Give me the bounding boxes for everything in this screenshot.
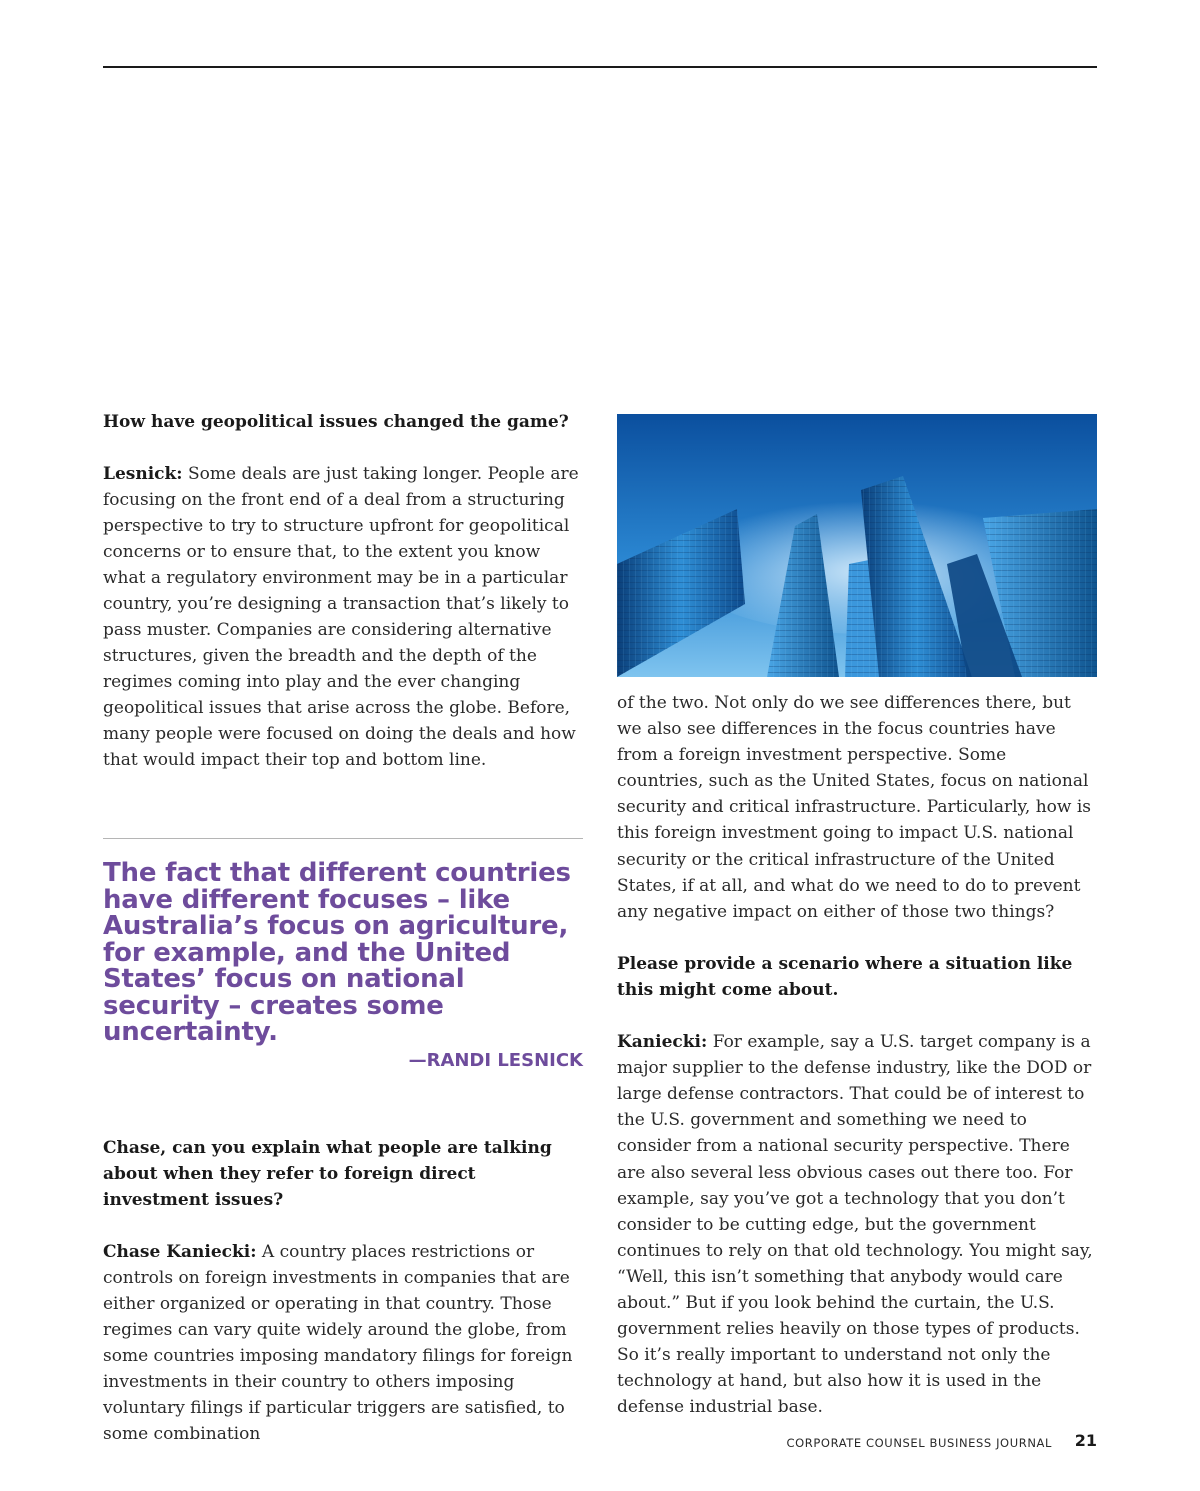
speaker-kaniecki: Kaniecki: [617,1032,708,1053]
publication-title: CORPORATE COUNSEL BUSINESS JOURNAL [786,1436,1052,1450]
question-scenario: Please provide a scenario where a situation like this might come about. [617,953,1073,1000]
pull-quote-rule [103,838,583,839]
question-fdi: Chase, can you explain what people are talking about when they refer to foreign direct investment issues? [103,1138,552,1210]
answer-kaniecki-fdi-text: A country places restrictions or controls on foreign investments in companies that are either organized or operating in that country. Those regimes can vary quite widely around the globe, from some countries imposing mandatory filings for foreign investments in their country to others imposing voluntary filings if particular triggers are satisfied, to some combination [103,1242,573,1444]
answer-kaniecki-scenario [617,1029,1097,1420]
question-geopolitical: How have geopolitical issues changed the game? [103,412,569,432]
pull-quote: The fact that different countries have different focuses – like Australia’s focus on agriculture, for example, and the United States’ focus on national security – creates some uncertainty. [103,858,571,1047]
left-column-top [103,409,583,773]
spacer [617,1003,1097,1029]
spacer [617,925,1097,951]
continuation-paragraph: of the two. Not only do we see differences there, but we also see differences in the focus countries have from a foreign investment perspective. Some countries, such as the United States, focus on national security and critical infrastructure. Particularly, how is this foreign investment going to impact U.S. national security or the critical infrastructure of the United States, if at all, and what do we need to do to prevent any negative impact on either of those two things? [617,693,1092,922]
speaker-chase-kaniecki: Chase Kaniecki: [103,1242,257,1262]
top-rule [103,66,1097,68]
answer-kaniecki-fdi [103,1239,583,1447]
skyscrapers-photo [617,414,1097,677]
answer-lesnick-text: Some deals are just taking longer. People are focusing on the front end of a deal from a structuring perspective to try to structure upfront for geopolitical concerns or to ensure that, to the extent you know what a regulatory environment may be in a particular country, you’re designing a transaction that’s likely to pass muster. Companies are considering alternative structures, given the breadth and the depth of the regimes coming into play and the ever changing geopolitical issues that arise across the globe. Before, many people were focused on doing the deals and how that would impact their top and bottom line. [103,464,579,770]
answer-lesnick [103,461,583,773]
page-number: 21 [1074,1431,1097,1450]
answer-kaniecki-scenario-text: For example, say a U.S. target company is a major supplier to the defense industry, like the DOD or large defense contractors. That could be of interest to the U.S. government and something we need to consider from a national security perspective. There are also several less obvious cases out there too. For example, say you’ve got a technology that you don’t consider to be cutting edge, but the government continues to rely on that old technology. You might say, “Well, this isn’t something that anybody would care about.” But if you look behind the curtain, the U.S. government relies heavily on those types of products. So it’s really important to understand not only the technology at hand, but also how it is used in the defense industrial base. [617,1032,1093,1418]
spacer [103,435,583,461]
spacer [103,1213,583,1239]
left-column-bottom [103,1135,583,1447]
right-column [617,690,1097,1420]
pull-quote-attribution: —RANDI LESNICK [408,1050,583,1071]
speaker-lesnick: Lesnick: [103,464,183,484]
